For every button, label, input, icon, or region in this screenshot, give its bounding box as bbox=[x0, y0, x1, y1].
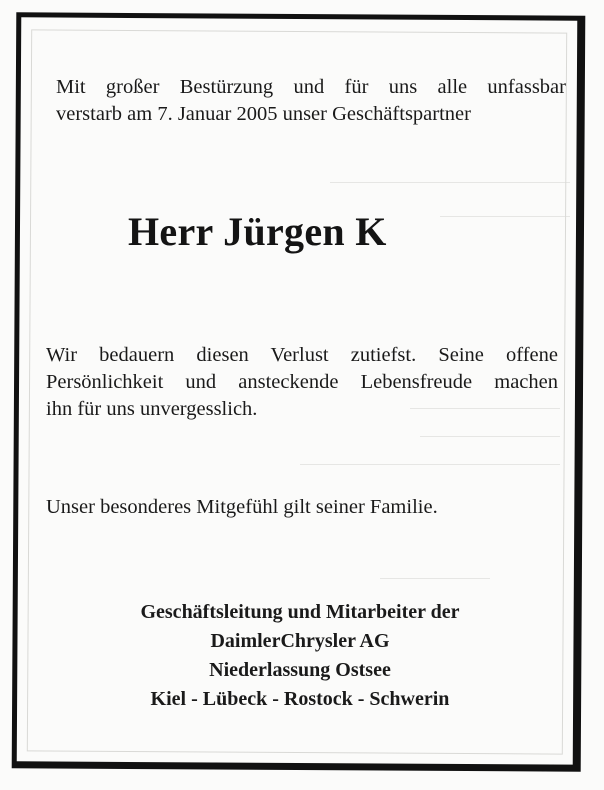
intro-paragraph bbox=[56, 74, 566, 128]
intro-line-1: Mit großer Bestürzung und für uns alle unfassbar bbox=[56, 76, 566, 98]
signature-line-2: DaimlerChrysler AG bbox=[210, 630, 390, 652]
sympathy-line: Unser besonderes Mitgefühl gilt seiner Familie. bbox=[46, 496, 438, 518]
intro-line-2: verstarb am 7. Januar 2005 unser Geschäftspartner bbox=[56, 103, 471, 125]
condolence-line-3: ihn für uns unvergesslich. bbox=[46, 398, 258, 420]
signature-line-3: Niederlassung Ostsee bbox=[209, 659, 391, 681]
signature-line-4: Kiel - Lübeck - Rostock - Schwerin bbox=[150, 688, 450, 710]
condolence-line-1: Wir bedauern diesen Verlust zutiefst. Seine offene bbox=[46, 344, 558, 366]
signature-block bbox=[110, 598, 490, 714]
deceased-name: Herr Jürgen K bbox=[128, 209, 387, 254]
condolence-line-2: Persönlichkeit und ansteckende Lebensfreude machen bbox=[46, 371, 558, 393]
condolence-paragraph bbox=[46, 342, 558, 423]
signature-line-1: Geschäftsleitung und Mitarbeiter der bbox=[140, 601, 460, 623]
